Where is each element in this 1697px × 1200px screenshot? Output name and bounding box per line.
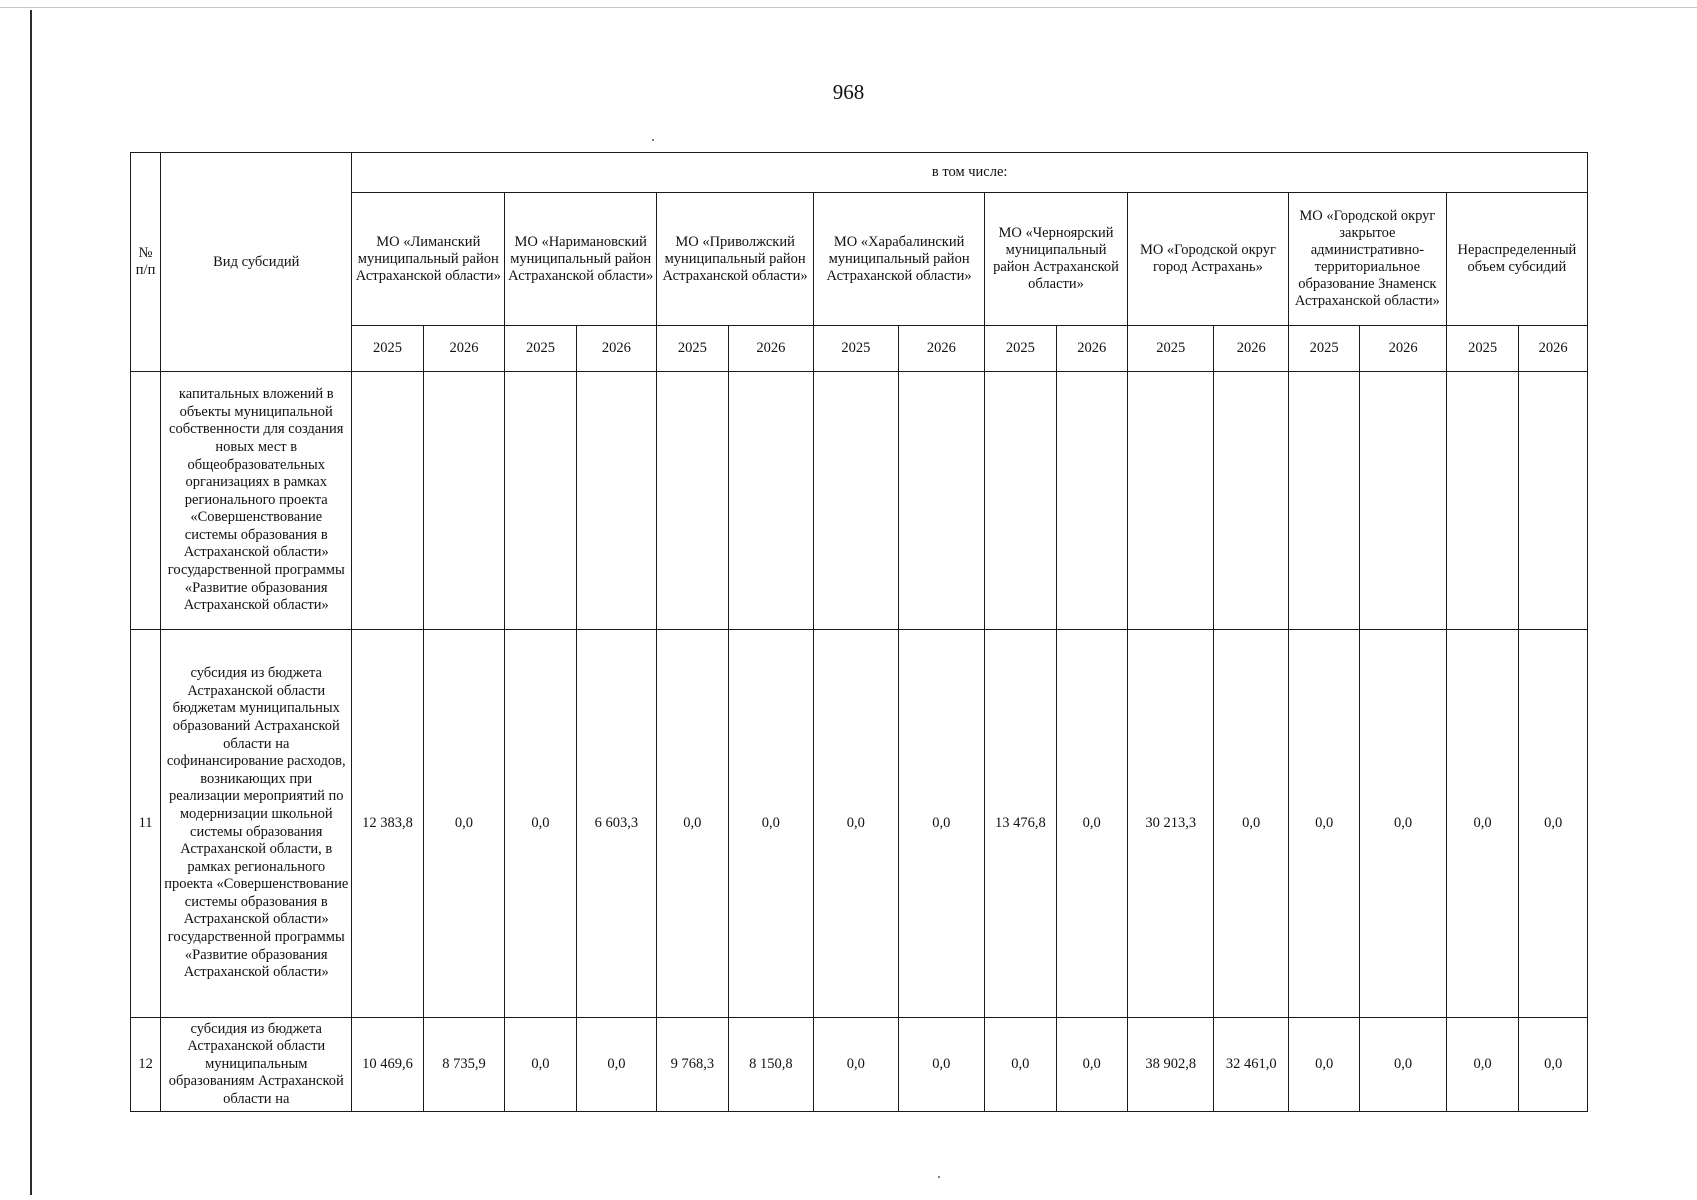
- value-cell: [352, 372, 423, 630]
- value-cell: [576, 372, 656, 630]
- mo-header-limansky: МО «Лиманский муниципальный район Астраханской области»: [352, 193, 505, 326]
- value-cell: [814, 372, 899, 630]
- page-number: 968: [832, 80, 865, 104]
- value-cell: [1288, 372, 1359, 630]
- value-cell: 6 603,3: [576, 630, 656, 1018]
- year-header: 2025: [1446, 326, 1518, 372]
- table-row-12: [131, 1018, 1588, 1112]
- value-cell: 0,0: [898, 630, 985, 1018]
- value-cell: 0,0: [728, 630, 814, 1018]
- value-cell: [985, 372, 1056, 630]
- year-header: 2026: [1360, 326, 1447, 372]
- value-cell: 0,0: [1519, 630, 1588, 1018]
- value-cell: 0,0: [576, 1018, 656, 1112]
- value-cell: 0,0: [1214, 630, 1288, 1018]
- value-cell: [1214, 372, 1288, 630]
- year-header: 2025: [505, 326, 576, 372]
- year-header: 2025: [1127, 326, 1214, 372]
- value-cell: [657, 372, 728, 630]
- mo-header-narimanovsky: МО «Наримановский муниципальный район Астраханской области»: [505, 193, 657, 326]
- scan-speck: [938, 1176, 940, 1178]
- row-num: 11: [131, 630, 161, 1018]
- subsidy-type-text: субсидия из бюджета Астраханской области муниципальным образованиям Астраханской области на: [161, 1018, 352, 1112]
- value-cell: 12 383,8: [352, 630, 423, 1018]
- scan-edge-top: [0, 7, 1697, 8]
- value-cell: [1360, 372, 1447, 630]
- year-header: 2025: [814, 326, 899, 372]
- header-row-group: [131, 153, 1588, 193]
- value-cell: 0,0: [1360, 1018, 1447, 1112]
- mo-header-privolzhsky: МО «Приволжский муниципальный район Астраханской области»: [657, 193, 814, 326]
- value-cell: 0,0: [1446, 1018, 1518, 1112]
- value-cell: 10 469,6: [352, 1018, 423, 1112]
- year-header: 2025: [657, 326, 728, 372]
- value-cell: 38 902,8: [1127, 1018, 1214, 1112]
- year-header: 2025: [1288, 326, 1359, 372]
- value-cell: 0,0: [423, 630, 504, 1018]
- table-row-continuation: [131, 372, 1588, 630]
- value-cell: 32 461,0: [1214, 1018, 1288, 1112]
- mo-header-unallocated: Нераспределенный объем субсидий: [1446, 193, 1587, 326]
- value-cell: [728, 372, 814, 630]
- value-cell: 0,0: [898, 1018, 985, 1112]
- mo-header-astrakhan: МО «Городской округ город Астрахань»: [1127, 193, 1288, 326]
- value-cell: 0,0: [1288, 1018, 1359, 1112]
- subsidy-type-text: капитальных вложений в объекты муниципальной собственности для создания новых мест в общеобразовательных организациях в рамках регионального проекта «Совершенствование системы образования в Астраханской области» государственной программы «Развитие образования Астраханской области»: [161, 372, 352, 630]
- value-cell: 0,0: [1360, 630, 1447, 1018]
- table-row-11: [131, 630, 1588, 1018]
- year-header: 2026: [1056, 326, 1127, 372]
- subsidy-type-text: субсидия из бюджета Астраханской области бюджетам муниципальных образований Астраханской области на софинансирование расходов, возникающих при реализации мероприятий по модернизации школьной системы образования Астраханской области, в рамках регионального проекта «Совершенствование системы образования в Астраханской области» государственной программы «Развитие образования Астраханской области»: [161, 630, 352, 1018]
- value-cell: [1056, 372, 1127, 630]
- value-cell: 0,0: [657, 630, 728, 1018]
- value-cell: [1127, 372, 1214, 630]
- value-cell: 0,0: [505, 630, 576, 1018]
- subsidies-table: [130, 152, 1588, 1112]
- value-cell: 8 735,9: [423, 1018, 504, 1112]
- year-header: 2026: [728, 326, 814, 372]
- year-header: 2025: [352, 326, 423, 372]
- mo-header-znamensk: МО «Городской округ закрытое административно-территориальное образование Знаменск Астраханской области»: [1288, 193, 1446, 326]
- value-cell: 8 150,8: [728, 1018, 814, 1112]
- group-header: в том числе:: [352, 153, 1588, 193]
- year-header: 2026: [1214, 326, 1288, 372]
- mo-header-kharabalinsky: МО «Харабалинский муниципальный район Астраханской области»: [814, 193, 985, 326]
- value-cell: 30 213,3: [1127, 630, 1214, 1018]
- value-cell: 0,0: [985, 1018, 1056, 1112]
- value-cell: [505, 372, 576, 630]
- mo-header-chernoyarsky: МО «Черноярский муниципальный район Астраханской области»: [985, 193, 1128, 326]
- value-cell: 9 768,3: [657, 1018, 728, 1112]
- value-cell: 0,0: [1056, 1018, 1127, 1112]
- year-header: 2026: [423, 326, 504, 372]
- value-cell: 0,0: [814, 1018, 899, 1112]
- value-cell: 13 476,8: [985, 630, 1056, 1018]
- year-header: 2026: [898, 326, 985, 372]
- value-cell: [423, 372, 504, 630]
- year-header: 2026: [1519, 326, 1588, 372]
- value-cell: 0,0: [814, 630, 899, 1018]
- scan-speck: [652, 139, 654, 141]
- value-cell: 0,0: [1056, 630, 1127, 1018]
- col-num-header: № п/п: [131, 153, 161, 372]
- value-cell: 0,0: [1519, 1018, 1588, 1112]
- value-cell: 0,0: [505, 1018, 576, 1112]
- value-cell: [1519, 372, 1588, 630]
- value-cell: 0,0: [1288, 630, 1359, 1018]
- year-header: 2026: [576, 326, 656, 372]
- value-cell: 0,0: [1446, 630, 1518, 1018]
- scan-edge-left: [30, 10, 32, 1195]
- value-cell: [1446, 372, 1518, 630]
- value-cell: [898, 372, 985, 630]
- col-type-header: Вид субсидий: [161, 153, 352, 372]
- year-header: 2025: [985, 326, 1056, 372]
- row-num: 12: [131, 1018, 161, 1112]
- row-num: [131, 372, 161, 630]
